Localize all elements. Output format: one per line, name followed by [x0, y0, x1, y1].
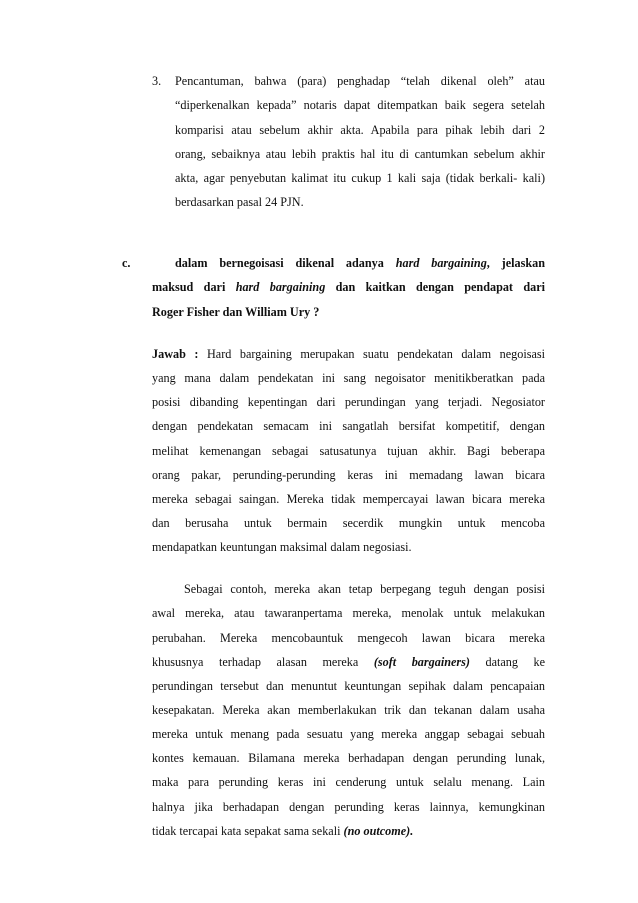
para2-line-7: mereka untuk menang pada sesuatu yang mereka anggap sebagai sebuah [152, 727, 545, 741]
answer-line-1: Jawab : Hard bargaining merupakan suatu pendekatan dalam negoisasi [152, 347, 545, 361]
answer-label: Jawab : [152, 347, 199, 361]
para2-line-10: halnya jika berhadapan dengan perunding keras lainnya, kemungkinan [152, 800, 545, 814]
answer-line-3: posisi dibanding kepentingan dari perundingan yang terjadi. Negosiator [152, 395, 545, 409]
answer-line-6: orang pakar, perunding-perunding keras ini memadang lawan bicara [152, 468, 545, 482]
item3-line-4: orang, sebaiknya atau lebih praktis hal itu di cantumkan sebelum akhir [175, 147, 545, 161]
question-line-1: dalam bernegoisasi dikenal adanya hard bargaining, jelaskan [175, 256, 546, 270]
para2-line-2: awal mereka, atau tawaranpertama mereka, menolak untuk melakukan [152, 606, 545, 620]
item3-line-2: “diperkenalkan kepada” notaris dapat ditempatkan baik segera setelah [175, 98, 545, 112]
answer-line-4: dengan pendekatan semacam ini sangatlah bersifat kompetitif, dengan [152, 419, 545, 433]
para2-line-3: perubahan. Mereka mencobauntuk mengecoh lawan bicara mereka [152, 631, 545, 645]
para2-line-8: kontes kemauan. Bilamana mereka berhadapan dengan perunding lunak, [152, 751, 545, 765]
para2-line-6: kesepakatan. Mereka akan memberlakukan trik dan tekanan dalam usaha [152, 703, 545, 717]
item3-line-6: berdasarkan pasal 24 PJN. [175, 195, 304, 209]
answer-line-9: mendapatkan keuntungan maksimal dalam negosiasi. [152, 540, 412, 554]
item3-line-5: akta, agar penyebutan kalimat itu cukup 1 kali saja (tidak berkali- kali) [175, 171, 545, 185]
question-label: c. [122, 256, 131, 270]
question-line-3: Roger Fisher dan William Ury ? [152, 305, 320, 319]
para2-line-11: tidak tercapai kata sepakat sama sekali (no outcome). [152, 824, 414, 838]
para2-line-4: khususnya terhadap alasan mereka (soft bargainers) datang ke [152, 655, 545, 669]
item3-line-3: komparisi atau sebelum akhir akta. Apabila para pihak lebih dari 2 [175, 123, 545, 137]
list-number: 3. [152, 74, 162, 88]
answer-line-2: yang mana dalam pendekatan ini sang negoisator menitikberatkan pada [152, 371, 545, 385]
item3-line-1: Pencantuman, bahwa (para) penghadap “telah dikenal oleh” atau [175, 74, 545, 88]
para2-line-1: Sebagai contoh, mereka akan tetap berpegang teguh dengan posisi [184, 582, 545, 596]
answer-line-5: melihat kemenangan sebagai satusatunya tujuan akhir. Bagi beberapa [152, 444, 545, 458]
answer-line-7: mereka sebagai saingan. Mereka tidak mempercayai lawan bicara mereka [152, 492, 545, 506]
para2-line-5: perundingan tersebut dan menuntut keuntungan sepihak dalam pencapaian [152, 679, 545, 693]
para2-line-9: maka para perunding keras ini cenderung untuk selalu menang. Lain [152, 775, 545, 789]
answer-line-8: dan berusaha untuk bermain secerdik mungkin untuk mencoba [152, 516, 545, 530]
question-line-2: maksud dari hard bargaining dan kaitkan dengan pendapat dari [152, 280, 546, 294]
